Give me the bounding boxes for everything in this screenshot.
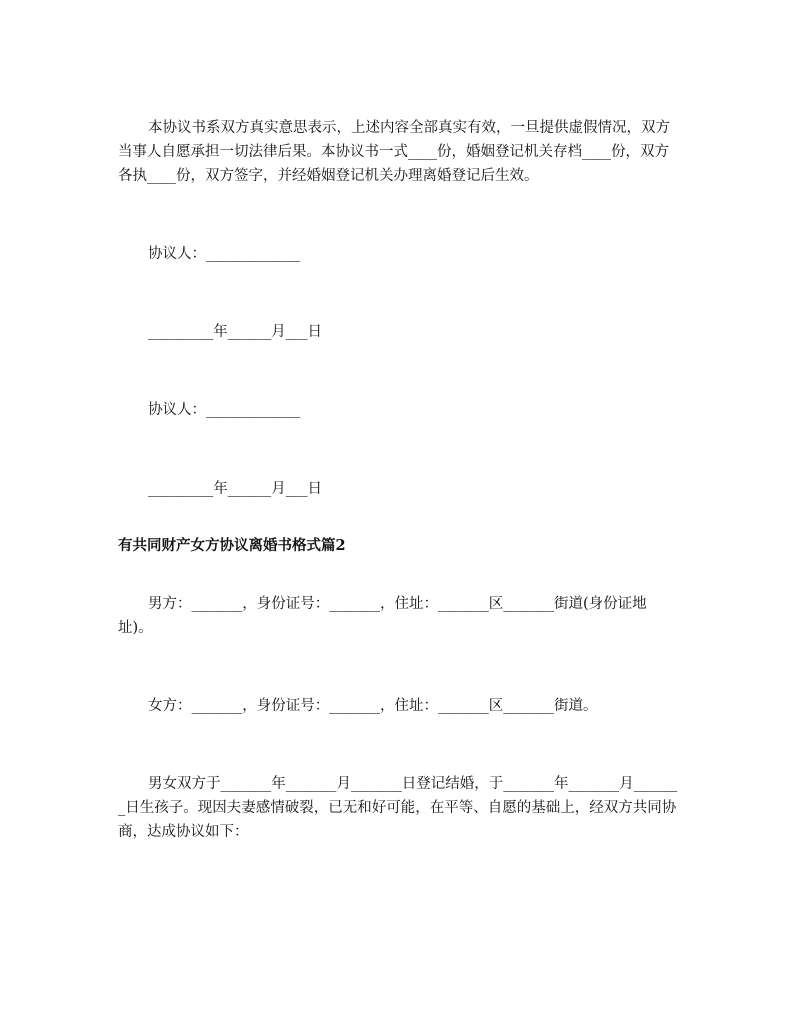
section-heading: 有共同财产女方协议离婚书格式篇2: [118, 537, 346, 554]
agreement-effect-paragraph: 本协议书系双方真实意思表示，上述内容全部真实有效，一旦提供虚假情况，双方当事人自愿承担一切法律后果。本协议书一式____份，婚姻登记机关存档____份，双方各执____份，双方签字，并经婚姻登记机关办理离婚登记后生效。: [118, 120, 670, 184]
signer-line-1: 协议人：_____________: [148, 246, 301, 262]
marriage-info-paragraph: 男女双方于_______年_______月_______日登记结婚，于_______年_______月_______日生孩子。现因夫妻感情破裂，已无和好可能，在平等、自愿的基础上，经双方共同协商，达成协议如下：: [118, 776, 678, 840]
date-line-2: _________年______月___日: [148, 481, 322, 497]
signer-line-2: 协议人：_____________: [148, 402, 301, 418]
woman-info-paragraph: 女方：_______，身份证号：_______，住址：_______区_______街道。: [148, 698, 598, 714]
date-line-1: _________年______月___日: [148, 324, 322, 340]
man-info-paragraph: 男方：_______，身份证号：_______，住址：_______区_______街道(身份证地址)。: [118, 596, 647, 636]
